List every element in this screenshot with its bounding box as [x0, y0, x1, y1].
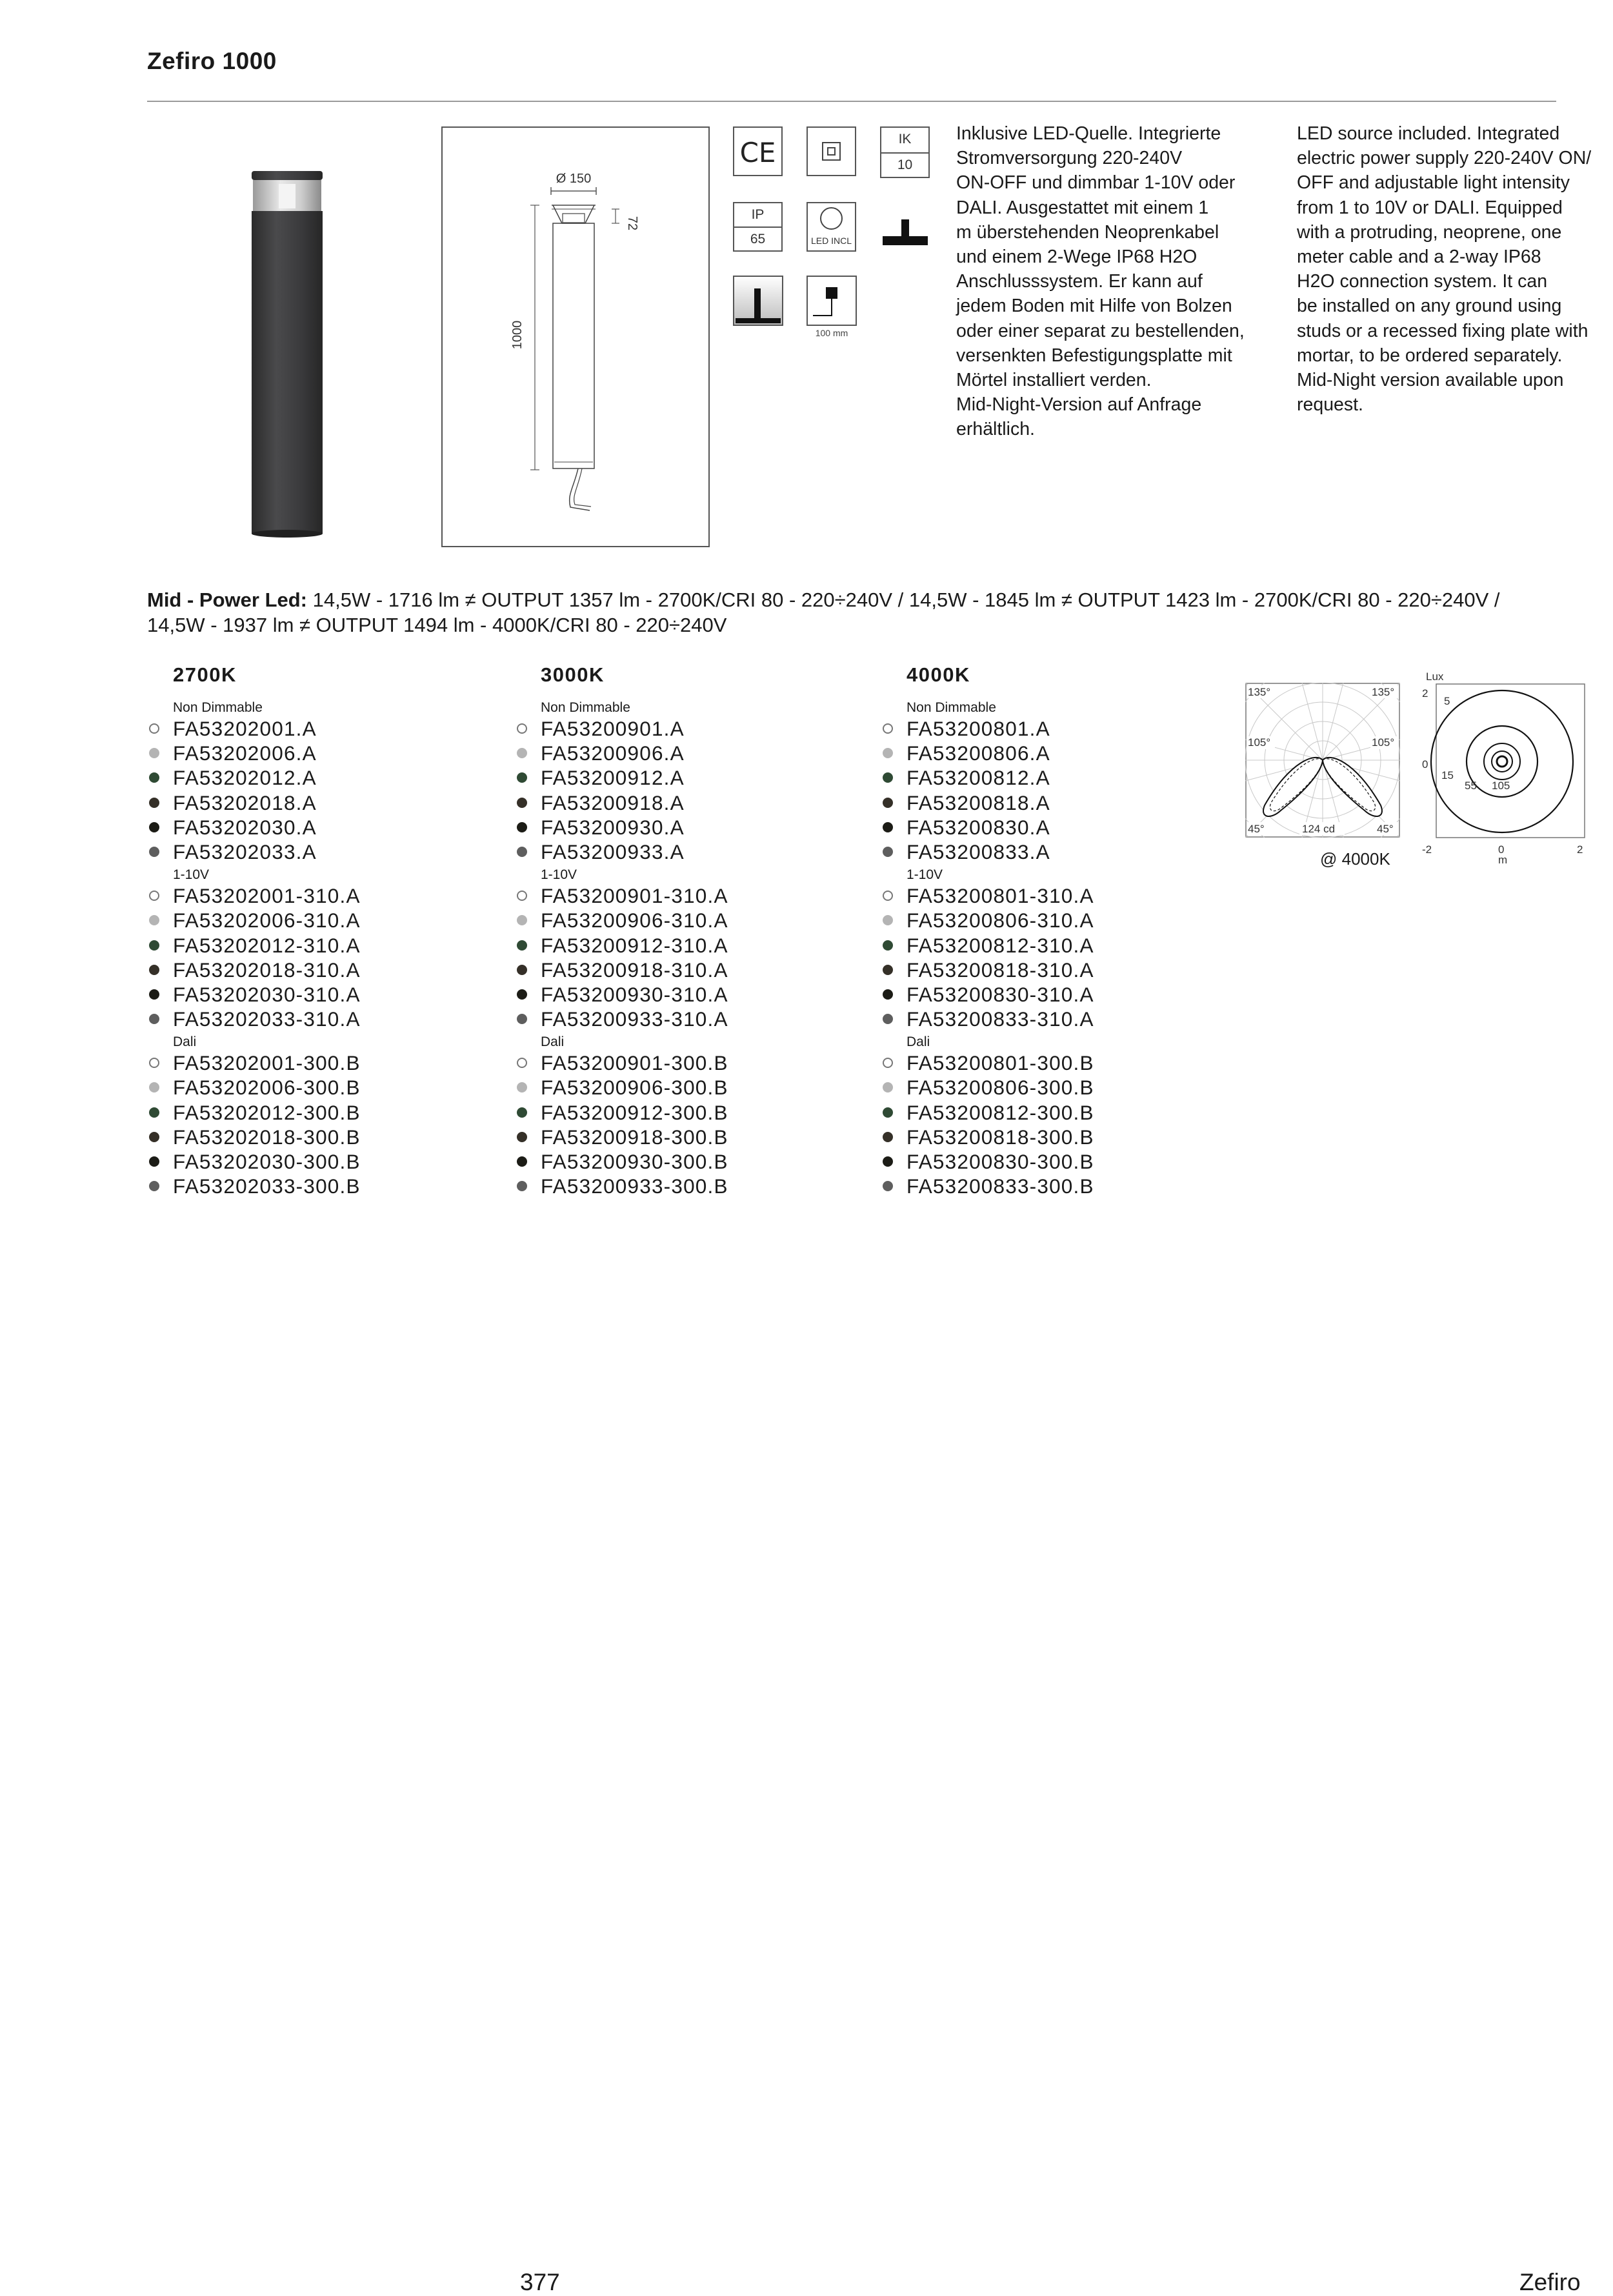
column-2700k	[148, 663, 471, 1198]
code-row: FA53202001-310.A	[148, 883, 471, 908]
code-row: FA53200833.A	[882, 840, 1205, 864]
code-row: FA53200818-310.A	[882, 958, 1205, 982]
finish-dot-icon	[517, 798, 527, 808]
svg-text:45°: 45°	[1248, 823, 1265, 835]
distance-label: 100 mm	[815, 328, 848, 338]
code-row: FA53200806-310.A	[882, 908, 1205, 932]
code-row: FA53202012-310.A	[148, 933, 471, 958]
finish-dot-icon	[883, 1014, 893, 1024]
svg-text:45°: 45°	[1377, 823, 1394, 835]
code-row: FA53202033-310.A	[148, 1007, 471, 1031]
code-row: FA53202018.A	[148, 791, 471, 815]
finish-dot-icon	[149, 915, 159, 925]
spec-text: 14,5W - 1716 lm ≠ OUTPUT 1357 lm - 2700K/CRI 80 - 220÷240V / 14,5W - 1845 lm ≠ OUTPUT 1423 lm - 2700K/CRI 80 - 220÷240V /	[312, 589, 1500, 611]
spec-text-2: 14,5W - 1937 lm ≠ OUTPUT 1494 lm - 4000K/CRI 80 - 220÷240V	[147, 614, 727, 636]
code-row: FA53200833-300.B	[882, 1174, 1205, 1198]
svg-text:135°: 135°	[1372, 686, 1395, 698]
finish-dot-icon	[883, 989, 893, 1000]
code-row: FA53200918.A	[516, 791, 839, 815]
page-number: 377	[520, 2269, 560, 2295]
finish-dot-icon	[517, 772, 527, 783]
ik-value: 10	[897, 157, 913, 172]
finish-dot-icon	[149, 989, 159, 1000]
code-row: FA53200806.A	[882, 741, 1205, 765]
code-row: FA53200801-300.B	[882, 1051, 1205, 1075]
code-row: FA53202030-300.B	[148, 1149, 471, 1174]
ip-label: IP	[751, 207, 765, 222]
ip-value: 65	[750, 232, 766, 247]
page-title: Zefiro 1000	[147, 48, 277, 74]
code-row: FA53200912-300.B	[516, 1100, 839, 1125]
svg-text:2: 2	[1422, 687, 1428, 700]
code-row: FA53200812-300.B	[882, 1100, 1205, 1125]
footer-collection-name: Zefiro	[1519, 2269, 1581, 2295]
finish-dot-icon	[517, 1132, 527, 1142]
finish-dot-icon	[149, 1058, 159, 1068]
code-row: FA53202006-310.A	[148, 908, 471, 932]
code-row: FA53200812-310.A	[882, 933, 1205, 958]
code-row: FA53202018-300.B	[148, 1125, 471, 1149]
code-row: FA53200833-310.A	[882, 1007, 1205, 1031]
finish-dot-icon	[517, 1058, 527, 1068]
finish-dot-icon	[149, 965, 159, 975]
finish-dot-icon	[517, 847, 527, 857]
code-row: FA53202030-310.A	[148, 982, 471, 1007]
code-row: FA53200930-300.B	[516, 1149, 839, 1174]
finish-dot-icon	[517, 723, 527, 734]
code-row: FA53202030.A	[148, 815, 471, 840]
code-row: FA53200812.A	[882, 765, 1205, 790]
title-divider	[147, 101, 1556, 102]
light-emission-icon	[733, 276, 783, 326]
finish-dot-icon	[517, 822, 527, 832]
finish-dot-icon	[517, 915, 527, 925]
description-german: Inklusive LED-Quelle. Integrierte Stromversorgung 220-240V ON-OFF und dimmbar 1-10V oder DALI. Ausgestattet mit einem 1 m überstehenden Neoprenkabel und einem 2-Wege IP68 H2O Anschlusssystem. Er kann auf jedem Boden mit Hilfe von Bolzen oder einer separat zu bestellenden, versenkten Befestigungsplatte mit Mörtel installiert verden. Mid-Night-Version auf Anfrage erhältlich.	[956, 123, 1245, 440]
svg-text:5: 5	[1444, 695, 1450, 707]
code-row: FA53200818.A	[882, 791, 1205, 815]
dimension-drawing	[441, 126, 710, 547]
description-english: LED source included. Integrated electric power supply 220-240V ON/ OFF and adjustable light intensity from 1 to 10V or DALI. Equipped with a protruding, neoprene, one meter cable and a 2-way IP68 H2O connection system. It can be installed on any ground using studs or a recessed fixing plate with mortar, to be ordered separately. Mid-Night version available upon request.	[1297, 123, 1592, 416]
diameter-label: Ø 150	[556, 172, 592, 186]
finish-dot-icon	[517, 989, 527, 1000]
column-header: 4000K	[907, 663, 970, 686]
column-header: 2700K	[173, 663, 237, 686]
finish-dot-icon	[517, 1014, 527, 1024]
finish-dot-icon	[517, 1082, 527, 1093]
group-label-non-dimmable: Non Dimmable	[541, 700, 630, 715]
polar-caption: @ 4000K	[1320, 849, 1390, 869]
group-label-1-10v: 1-10V	[907, 867, 943, 883]
code-row: FA53202012.A	[148, 765, 471, 790]
finish-dot-icon	[883, 822, 893, 832]
head-height-label: 72	[625, 216, 639, 231]
code-row: FA53202033.A	[148, 840, 471, 864]
finish-dot-icon	[883, 915, 893, 925]
finish-dot-icon	[517, 1181, 527, 1191]
finish-dot-icon	[149, 772, 159, 783]
total-height-label: 1000	[510, 320, 525, 350]
code-row: FA53200906.A	[516, 741, 839, 765]
finish-dot-icon	[149, 1014, 159, 1024]
svg-text:0: 0	[1422, 758, 1428, 770]
finish-dot-icon	[149, 1132, 159, 1142]
finish-dot-icon	[883, 1181, 893, 1191]
svg-text:0: 0	[1498, 843, 1505, 856]
finish-dot-icon	[517, 1156, 527, 1167]
code-row: FA53200918-300.B	[516, 1125, 839, 1149]
finish-dot-icon	[883, 965, 893, 975]
group-label-dali: Dali	[173, 1034, 197, 1050]
finish-dot-icon	[517, 965, 527, 975]
svg-text:105°: 105°	[1372, 736, 1395, 749]
finish-dot-icon	[883, 1107, 893, 1118]
finish-dot-icon	[517, 940, 527, 951]
finish-dot-icon	[149, 1156, 159, 1167]
code-row: FA53200901.A	[516, 716, 839, 741]
finish-dot-icon	[883, 1156, 893, 1167]
ik-label: IK	[898, 132, 912, 146]
group-label-dali: Dali	[907, 1034, 930, 1050]
finish-dot-icon	[149, 891, 159, 901]
group-label-non-dimmable: Non Dimmable	[907, 700, 996, 715]
finish-dot-icon	[883, 798, 893, 808]
code-row: FA53200830-300.B	[882, 1149, 1205, 1174]
lux-diagram	[1419, 671, 1587, 865]
code-row: FA53200830.A	[882, 815, 1205, 840]
lux-title: Lux	[1426, 671, 1444, 683]
code-row: FA53200930-310.A	[516, 982, 839, 1007]
finish-dot-icon	[149, 1181, 159, 1191]
code-row: FA53202001.A	[148, 716, 471, 741]
finish-dot-icon	[883, 1058, 893, 1068]
code-row: FA53200933-310.A	[516, 1007, 839, 1031]
spec-label: Mid - Power Led:	[147, 589, 307, 611]
finish-dot-icon	[149, 822, 159, 832]
class-ii-icon	[806, 126, 856, 176]
finish-dot-icon	[149, 748, 159, 758]
code-row: FA53200806-300.B	[882, 1075, 1205, 1100]
code-row: FA53200901-300.B	[516, 1051, 839, 1075]
code-row: FA53200933.A	[516, 840, 839, 864]
svg-text:m: m	[1498, 854, 1508, 865]
finish-dot-icon	[517, 748, 527, 758]
group-label-1-10v: 1-10V	[173, 867, 210, 883]
finish-dot-icon	[883, 772, 893, 783]
code-row: FA53202006.A	[148, 741, 471, 765]
group-label-dali: Dali	[541, 1034, 565, 1050]
column-3000k	[516, 663, 839, 1198]
code-row: FA53200912-310.A	[516, 933, 839, 958]
code-row: FA53200933-300.B	[516, 1174, 839, 1198]
code-row: FA53202012-300.B	[148, 1100, 471, 1125]
code-row: FA53200906-300.B	[516, 1075, 839, 1100]
code-row: FA53200901-310.A	[516, 883, 839, 908]
code-row: FA53200830-310.A	[882, 982, 1205, 1007]
finish-dot-icon	[517, 891, 527, 901]
installation-surface-icon	[880, 200, 930, 252]
svg-text:105: 105	[1492, 780, 1510, 792]
svg-text:105°: 105°	[1248, 736, 1271, 749]
svg-text:2: 2	[1577, 843, 1583, 856]
code-row: FA53202001-300.B	[148, 1051, 471, 1075]
ik-rating-icon	[880, 126, 930, 178]
svg-text:15: 15	[1441, 769, 1454, 781]
code-row: FA53200801.A	[882, 716, 1205, 741]
code-row: FA53200818-300.B	[882, 1125, 1205, 1149]
code-row: FA53200912.A	[516, 765, 839, 790]
code-row: FA53200918-310.A	[516, 958, 839, 982]
finish-dot-icon	[883, 748, 893, 758]
code-row: FA53200906-310.A	[516, 908, 839, 932]
finish-dot-icon	[149, 723, 159, 734]
group-label-1-10v: 1-10V	[541, 867, 577, 883]
code-row: FA53200801-310.A	[882, 883, 1205, 908]
finish-dot-icon	[883, 847, 893, 857]
polar-light-distribution-diagram	[1245, 683, 1400, 838]
polar-intensity: 124 cd	[1302, 823, 1336, 835]
code-row: FA53202033-300.B	[148, 1174, 471, 1198]
code-row: FA53202018-310.A	[148, 958, 471, 982]
finish-dot-icon	[517, 1107, 527, 1118]
ip-rating-icon	[733, 202, 783, 252]
svg-text:55: 55	[1465, 780, 1477, 792]
finish-dot-icon	[149, 1107, 159, 1118]
finish-dot-icon	[883, 940, 893, 951]
led-spec-line	[147, 587, 1567, 638]
finish-dot-icon	[149, 940, 159, 951]
code-row: FA53202006-300.B	[148, 1075, 471, 1100]
product-photo	[239, 158, 336, 539]
distance-icon	[806, 276, 857, 326]
led-included-icon: LED INCL	[806, 202, 856, 252]
finish-dot-icon	[883, 723, 893, 734]
finish-dot-icon	[149, 847, 159, 857]
svg-text:-2: -2	[1422, 843, 1432, 856]
column-4000k	[882, 663, 1205, 1198]
finish-dot-icon	[883, 1082, 893, 1093]
svg-text:135°: 135°	[1248, 686, 1271, 698]
finish-dot-icon	[149, 798, 159, 808]
column-header: 3000K	[541, 663, 605, 686]
finish-dot-icon	[149, 1082, 159, 1093]
code-row: FA53200930.A	[516, 815, 839, 840]
group-label-non-dimmable: Non Dimmable	[173, 700, 263, 715]
finish-dot-icon	[883, 1132, 893, 1142]
ce-mark-icon: CE	[733, 126, 783, 176]
finish-dot-icon	[883, 891, 893, 901]
